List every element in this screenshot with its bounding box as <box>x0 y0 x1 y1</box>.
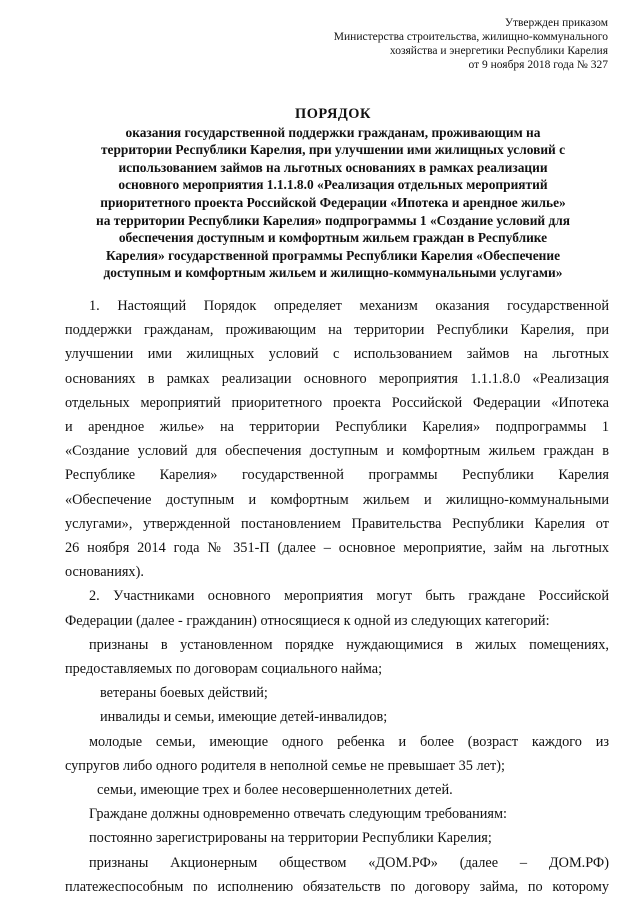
approval-line: от 9 ноября 2018 года № 327 <box>468 59 608 71</box>
body-line: 2. Участниками основного мероприятия могут быть граждане Российской <box>89 588 609 605</box>
title-line: обеспечения доступным и комфортным жильем граждан в Республике <box>118 230 548 246</box>
document-title <box>58 106 608 282</box>
body-line: инвалиды и семьи, имеющие детей-инвалидов; <box>100 709 388 726</box>
title-line: использованием займов на льготных основаниях в рамках реализации <box>118 159 548 175</box>
approval-stamp <box>278 16 608 72</box>
document-body <box>65 294 609 899</box>
title-line: приоритетного проекта Российской Федерации «Ипотека и арендное жилье» <box>100 194 566 210</box>
body-line: основаниях в рамках реализации основного мероприятия 1.1.1.8.0 «Реализация <box>65 370 609 387</box>
body-line: Федерации (далее - гражданин) относящиеся к одной из следующих категорий: <box>65 612 550 629</box>
body-line: семьи, имеющие трех и более несовершеннолетних детей. <box>97 782 453 799</box>
title-line: территории Республики Карелия, при улучшении ими жилищных условий с <box>100 142 566 158</box>
body-line: супругов либо одного родителя в неполной семье не превышает 35 лет); <box>65 757 505 774</box>
body-line: «Обеспечение доступным и комфортным жильем и жилищно-коммунальными <box>65 491 609 508</box>
body-line: 1. Настоящий Порядок определяет механизм оказания государственной <box>89 298 609 314</box>
body-line: отдельных мероприятий приоритетного проекта Российской Федерации «Ипотека <box>65 394 609 411</box>
body-line: улучшении ими жилищных условий с использованием займов на льготных <box>65 346 609 363</box>
body-line: 26 ноября 2014 года № 351-П (далее – основное мероприятие, займ на льготных <box>65 540 609 557</box>
body-line: Республике Карелия» государственной программы Республики Карелия <box>65 467 609 484</box>
body-line: признаны Акционерным обществом «ДОМ.РФ» (далее – ДОМ.РФ) <box>89 854 609 871</box>
title-line: доступным и комфортным жильем и жилищно-коммунальными услугами» <box>103 265 563 281</box>
approval-line: Утвержден приказом <box>504 17 608 29</box>
body-line: услугами», утвержденной постановлением Правительства Республики Карелия от <box>65 515 609 532</box>
approval-line: Министерства строительства, жилищно-коммунального <box>333 31 608 43</box>
body-line: «Создание условий для обеспечения доступным и комфортным жильем граждан в <box>65 443 609 460</box>
title-line: на территории Республики Карелия» подпрограммы 1 «Создание условий для <box>96 212 570 228</box>
title-line: основного мероприятия 1.1.1.8.0 «Реализация отдельных мероприятий <box>118 177 548 193</box>
body-line: предоставляемых по договорам социального найма; <box>65 661 383 678</box>
title-line: Карелия» государственной программы Республики Карелия «Обеспечение <box>105 247 561 263</box>
title-line: оказания государственной поддержки гражданам, проживающим на <box>125 124 541 140</box>
body-line: основаниях). <box>65 564 144 581</box>
body-line: поддержки гражданам, проживающим на территории Республики Карелия, при <box>65 322 609 339</box>
body-line: платежеспособным по исполнению обязательств по договору займа, по которому <box>65 878 609 895</box>
body-line: признаны в установленном порядке нуждающимися в жилых помещениях, <box>89 636 609 653</box>
title-heading: ПОРЯДОК <box>295 106 371 122</box>
body-line: ветераны боевых действий; <box>100 685 268 702</box>
body-line: молодые семьи, имеющие одного ребенка и более (возраст каждого из <box>89 733 609 750</box>
body-line: Граждане должны одновременно отвечать следующим требованиям: <box>89 806 508 823</box>
body-line: и арендное жилье» на территории Республики Карелия» подпрограммы 1 <box>65 419 609 436</box>
approval-line: хозяйства и энергетики Республики Карелия <box>389 45 608 57</box>
body-line: постоянно зарегистрированы на территории Республики Карелия; <box>89 830 492 847</box>
